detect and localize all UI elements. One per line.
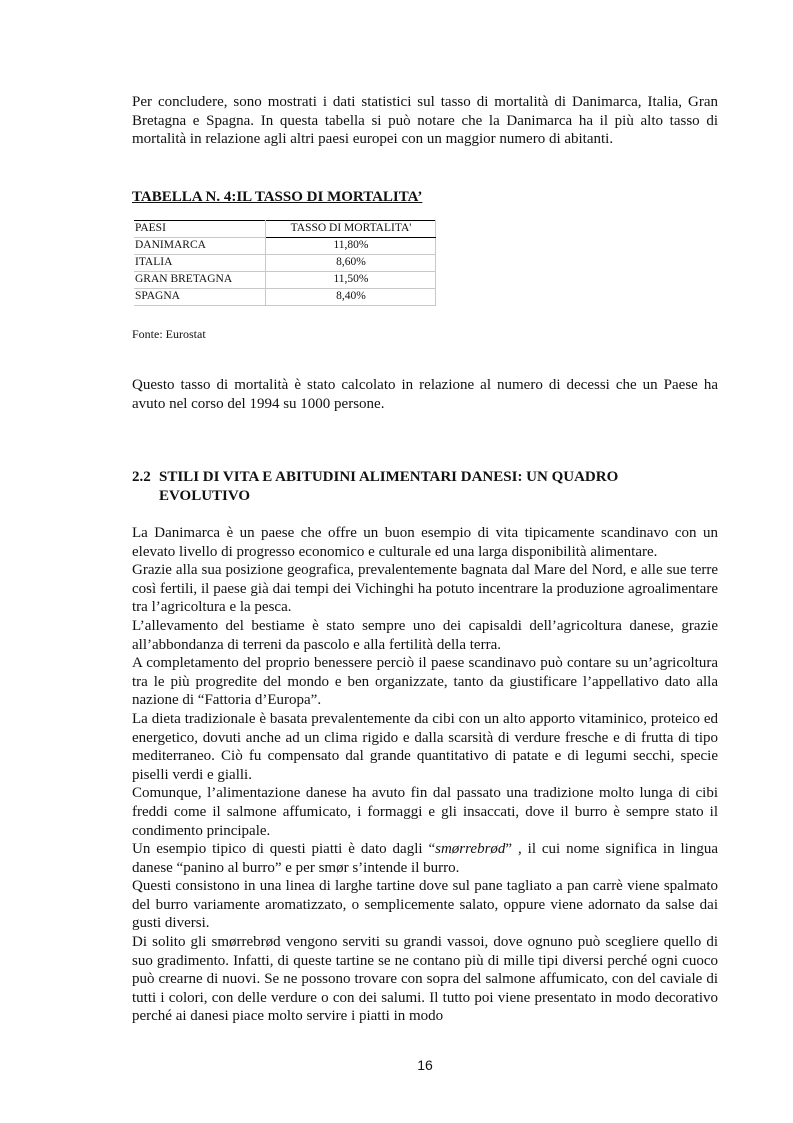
table-cell-country: ITALIA [134,255,266,272]
table-cell-rate: 11,50% [266,272,436,289]
table-cell-country: DANIMARCA [134,238,266,255]
text-run: Un esempio tipico di questi piatti è dato dagli “ [132,841,436,858]
body-paragraph: Comunque, l’alimentazione danese ha avuto fin dal passato una tradizione molto lunga di cibi freddi come il salmone affumicato, i formaggi e gli insaccati, dove il burro è sempre stato il condimento principale. [132,785,718,839]
table-cell-rate: 11,80% [266,238,436,255]
body-paragraph: Di solito gli smørrebrød vengono serviti su grandi vassoi, dove ognuno può scegliere quello di suo gradimento. Infatti, di queste tartine se ne contano più di mille tipi diversi perché ogni cuoco può crearne di nuovi. Se ne possono trovare con sopra del salmone affumicato, con del caviale di tutti i colori, con delle verdure o con dei salumi. Il tutto poi viene presentato in modo decorativo perché ai danesi piace molto servire i piatti in modo [132,934,718,1025]
table-cell-country: SPAGNA [134,289,266,306]
body-paragraph-smorrebrod [132,840,718,877]
italic-term: smørrebrød [435,841,506,858]
mortality-table [134,220,436,306]
after-table-paragraph: Questo tasso di mortalità è stato calcolato in relazione al numero di decessi che un Paese ha avuto nel corso del 1994 su 1000 persone. [132,377,718,412]
table-row [134,238,436,255]
table-cell-rate: 8,40% [266,289,436,306]
table-row [134,289,436,306]
table-row [134,272,436,289]
body-paragraph: Grazie alla sua posizione geografica, prevalentemente bagnata dal Mare del Nord, e alle sue terre così fertili, il paese già dai tempi dei Vichinghi ha potuto incentrare la produzione agroalimentare tra l’agricoltura e la pesca. [132,562,718,616]
body-paragraph: Questi consistono in una linea di larghe tartine dove sul pane tagliato a pan carrè viene spalmato del burro variamente aromatizzato, o semplicemente salato, oppure viene adornato da salse dai gusti diversi. [132,878,718,932]
table-cell-country: GRAN BRETAGNA [134,272,266,289]
body-paragraph: La Danimarca è un paese che offre un buon esempio di vita tipicamente scandinavo con un elevato livello di progresso economico e culturale ed una larga disponibilità alimentare. [132,525,718,560]
section-body [132,524,718,1026]
body-paragraph: La dieta tradizionale è basata prevalentemente da cibi con un alto apporto vitaminico, proteico ed energetico, dovuti anche ad un clima rigido e dalla scarsità di verdure fresche e di frutta di tipo mediterraneo. Ciò fu compensato dal grande quantitativo di patate e di legumi secchi, specie piselli verdi e gialli. [132,710,718,783]
text-run: ” , il cui nome significa in lingua danese “panino al burro” e per smør s’intende il burro. [132,841,718,876]
table-header-row [134,221,436,238]
table-title: TABELLA N. 4:IL TASSO DI MORTALITA’ [132,189,423,205]
section-number: 2.2 [132,469,151,485]
table-source: Fonte: Eurostat [132,327,206,341]
body-paragraph: L’allevamento del bestiame è stato sempre uno dei capisaldi dell’agricoltura danese, grazie all’abbondanza di terreni da pascolo e alla fertilità della terra. [132,617,718,653]
section-title-line1: STILI DI VITA E ABITUDINI ALIMENTARI DANESI: UN QUADRO [159,469,619,485]
section-heading [132,468,718,505]
intro-paragraph: Per concludere, sono mostrati i dati statistici sul tasso di mortalità di Danimarca, Italia, Gran Bretagna e Spagna. In questa tabella si può notare che la Danimarca ha il più alto tasso di mortalità in relazione agli altri paesi europei con un maggior numero di abitanti. [132,94,718,148]
table-cell-rate: 8,60% [266,255,436,272]
section-title-line2: EVOLUTIVO [159,487,251,504]
table-row [134,255,436,272]
body-paragraph: A completamento del proprio benessere perciò il paese scandinavo può contare su un’agricoltura tra le più progredite del mondo e ben organizzate, tanto da giustificare l’appellativo dato alla nazione di “Fattoria d’Europa”. [132,655,718,709]
page-number: 16 [417,1057,433,1073]
table-header-cell: PAESI [134,221,266,238]
table-header-cell: TASSO DI MORTALITA' [266,221,436,238]
